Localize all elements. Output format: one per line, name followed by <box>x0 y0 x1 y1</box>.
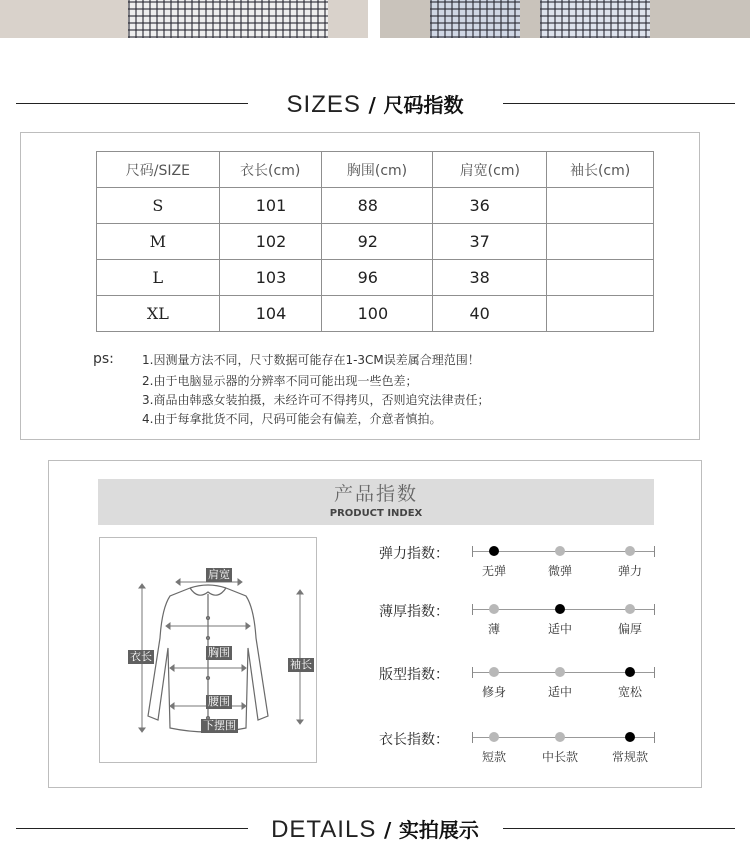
rating-option: 修身 <box>481 685 506 699</box>
length-value: 101 <box>219 188 321 224</box>
sizes-title-zh: 尺码指数 <box>383 93 464 117</box>
rating-dot <box>555 732 565 742</box>
size-row <box>97 296 654 332</box>
rating-dot <box>625 732 635 742</box>
rating-dot <box>625 667 635 677</box>
shoulder-value: 36 <box>433 188 547 224</box>
rating-dot <box>489 546 499 556</box>
details-title-en: DETAILS <box>271 816 377 843</box>
chest-value: 96 <box>321 260 433 296</box>
track-endcap <box>472 732 473 743</box>
plaid-skirt-image <box>128 0 328 38</box>
product-index-header <box>98 479 654 525</box>
shoulder-value: 37 <box>433 224 547 260</box>
rating-option: 短款 <box>481 750 506 764</box>
product-index-box <box>48 460 702 788</box>
header-sleeve: 袖长(cm) <box>547 152 654 188</box>
rating-label: 版型指数： <box>379 667 449 683</box>
sleeve-value <box>547 296 654 332</box>
rating-dot <box>555 546 565 556</box>
rating-option: 宽松 <box>617 685 642 699</box>
hem-tag: 下摆围 <box>203 719 236 732</box>
product-photo-right <box>380 0 750 38</box>
track-endcap <box>654 667 655 678</box>
rating-option: 适中 <box>547 685 572 699</box>
note-1: 1.因测量方法不同，尺寸数据可能存在1-3CM误差属合理范围！ <box>142 353 480 367</box>
header-shoulder: 肩宽(cm) <box>433 152 547 188</box>
rating-option: 薄 <box>487 622 500 636</box>
size-table-header <box>97 152 654 188</box>
note-4: 4.由于每拿批货不同，尺码可能会有偏差，介意者慎拍。 <box>142 412 442 426</box>
details-title-sep: / <box>383 818 392 842</box>
elasticity-rating <box>371 546 661 591</box>
ps-label: ps: <box>93 351 114 367</box>
shirt-measurement-diagram <box>99 537 317 763</box>
track-endcap <box>472 546 473 557</box>
chest-value: 88 <box>321 188 433 224</box>
note-3: 3.商品由韩惑女装拍摄，未经许可不得拷贝，否则追究法律责任； <box>142 393 490 407</box>
size-value: S <box>97 188 220 224</box>
sizes-section-title <box>0 89 750 119</box>
rating-dot <box>555 604 565 614</box>
rating-option: 无弹 <box>481 564 506 578</box>
sizes-title-sep: / <box>368 93 376 117</box>
chest-tag: 胸围 <box>208 646 230 659</box>
sleeve-value <box>547 224 654 260</box>
plaid-shirt-image <box>540 0 650 38</box>
rating-option: 偏厚 <box>617 622 642 636</box>
track-endcap <box>654 546 655 557</box>
shoulder-value: 38 <box>433 260 547 296</box>
rating-label: 弹力指数： <box>379 546 449 562</box>
header-size: 尺码/SIZE <box>97 152 220 188</box>
size-value: L <box>97 260 220 296</box>
product-index-title-zh: 产品指数 <box>333 483 418 505</box>
track-endcap <box>472 667 473 678</box>
size-table <box>96 151 654 332</box>
rating-option: 常规款 <box>611 750 648 764</box>
rating-dot <box>625 546 635 556</box>
length-tag: 衣长 <box>130 650 152 663</box>
rating-dot <box>489 667 499 677</box>
size-row <box>97 260 654 296</box>
details-title-zh: 实拍展示 <box>398 818 479 842</box>
note-2: 2.由于电脑显示器的分辨率不同可能出现一些色差； <box>142 374 418 388</box>
product-index-title-en: PRODUCT INDEX <box>329 508 423 519</box>
length-rating <box>371 732 661 777</box>
plaid-shirt-image <box>430 0 520 38</box>
header-chest: 胸围(cm) <box>321 152 433 188</box>
product-photo-left <box>0 0 368 38</box>
sleeve-tag: 袖长 <box>290 658 312 671</box>
chest-value: 92 <box>321 224 433 260</box>
header-length: 衣长(cm) <box>219 152 321 188</box>
rating-label: 衣长指数： <box>379 732 449 748</box>
track-endcap <box>654 732 655 743</box>
rating-dot <box>489 604 499 614</box>
sleeve-value <box>547 260 654 296</box>
shoulder-tag: 肩宽 <box>208 568 230 581</box>
sizes-title-en: SIZES <box>286 91 361 118</box>
details-section-title <box>0 814 750 844</box>
length-value: 102 <box>219 224 321 260</box>
length-value: 104 <box>219 296 321 332</box>
rating-option: 适中 <box>547 622 572 636</box>
rating-dot <box>555 667 565 677</box>
rating-label: 薄厚指数： <box>379 604 449 620</box>
length-value: 103 <box>219 260 321 296</box>
chest-value: 100 <box>321 296 433 332</box>
track-endcap <box>654 604 655 615</box>
fit-rating <box>371 667 661 712</box>
track-endcap <box>472 604 473 615</box>
size-row <box>97 224 654 260</box>
rating-dot <box>625 604 635 614</box>
size-row <box>97 188 654 224</box>
waist-tag: 腰围 <box>208 695 230 708</box>
size-chart-box <box>20 132 700 440</box>
rating-dot <box>489 732 499 742</box>
rating-option: 弹力 <box>617 564 642 578</box>
rating-option: 中长款 <box>541 750 578 764</box>
rating-option: 微弹 <box>547 564 572 578</box>
sleeve-value <box>547 188 654 224</box>
thickness-rating <box>371 604 661 649</box>
size-value: M <box>97 224 220 260</box>
size-value: XL <box>97 296 220 332</box>
shoulder-value: 40 <box>433 296 547 332</box>
